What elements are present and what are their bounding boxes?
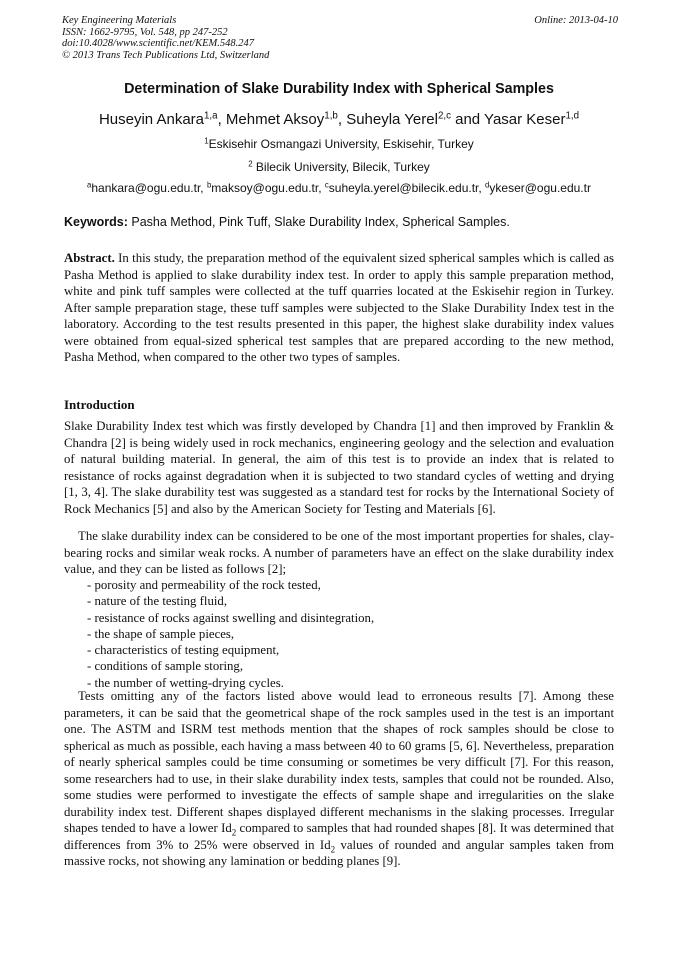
paper-title: Determination of Slake Durability Index with Spherical Samples	[124, 81, 554, 97]
email-marker: c	[324, 180, 329, 190]
list-item: - resistance of rocks against swelling and disintegration,	[87, 610, 375, 625]
keywords-label: Keywords:	[64, 215, 128, 229]
affiliation-text: Bilecik University, Bilecik, Turkey	[252, 160, 430, 174]
subscript: 2	[231, 827, 237, 838]
author-name: Huseyin Ankara	[98, 111, 204, 128]
parameter-list	[87, 577, 374, 691]
author-emails	[0, 181, 678, 195]
author-name: Mehmet Aksoy	[225, 111, 325, 128]
paragraph-text: compared to samples that had rounded shapes [8]. It was determined that differences from 3% to 25% were observed in Id	[64, 821, 614, 852]
affiliation-2	[0, 160, 678, 174]
paragraph-text: Tests omitting any of the factors listed above would lead to erroneous results [7]. Among these parameters, it can be said that the geometrical shape of the rock samples used in the test is an important one. The ASTM and ISRM test methods mention that the shapes of rock samples should be close to spherical as much as possible, each having a mass between 40 to 60 grams [5, 6]. Nevertheless, preparation of nearly spherical samples could be time consuming or sometimes be very difficult [7]. For this reason, some researchers had to use, in their slake durability index tests, samples that could not be rounded. Also, some studies were performed to investigate the effects of sample shape and irregularities on the slake durability index test. Different shapes displayed different mechanisms in the slaking processes. Irregular shapes tended to have a lower Id	[64, 689, 614, 835]
introduction-paragraph-1: Slake Durability Index test which was firstly developed by Chandra [1] and then improved by Franklin & Chandra [2] is being widely used in rock mechanics, engineering geology and the selection and evaluation of natural building material. In general, the aim of this test is to provide an index that is related to resistance of rocks against degradation when it is subjected to two standard cycles of wetting and drying [1, 3, 4]. The slake durability test was suggested as a standard test for rocks by the International Society of Rock Mechanics [5] and also by the American Society for Testing and Materials [6].	[64, 419, 614, 516]
list-item: - the number of wetting-drying cycles.	[87, 675, 284, 690]
email-marker: a	[87, 180, 92, 190]
email-link[interactable]: hankara@ogu.edu.tr,	[91, 181, 207, 195]
author-separator: ,	[337, 111, 347, 128]
copyright-line: © 2013 Trans Tech Publications Ltd, Switzerland	[62, 49, 270, 61]
issn-line: ISSN: 1662-9795, Vol. 548, pp 247-252	[62, 26, 228, 38]
paragraph-text: values of rounded and angular samples taken from massive rocks, not showing any lamination or bedding planes [9].	[64, 837, 614, 868]
keywords-line	[64, 215, 510, 229]
affiliation-text: Eskisehir Osmangazi University, Eskisehir, Turkey	[208, 137, 474, 151]
author-affiliation-marker: 2,c	[437, 110, 451, 122]
affiliation-1	[0, 137, 678, 151]
publication-metadata	[62, 15, 618, 61]
journal-name: Key Engineering Materials	[62, 15, 177, 26]
author-affiliation-marker: 1,d	[565, 110, 580, 122]
affiliation-marker: 1	[204, 136, 209, 146]
author-affiliation-marker: 1,a	[204, 110, 218, 122]
online-date: Online: 2013-04-10	[534, 15, 618, 26]
author-name: Yasar Keser	[484, 111, 566, 128]
abstract-label: Abstract.	[64, 251, 115, 265]
list-item: - porosity and permeability of the rock tested,	[87, 578, 321, 592]
author-name: Suheyla Yerel	[346, 111, 438, 128]
author-affiliation-marker: 1,b	[324, 110, 338, 122]
email-link[interactable]: ykeser@ogu.edu.tr	[489, 181, 591, 195]
abstract-text: In this study, the preparation method of the equivalent sized spherical samples which is called as Pasha Method is applied to slake durability index test. In order to apply this sample preparation method, white and pink tuff samples were collected at the tuff quarries located at the Eskisehir region in Turkey. After sample preparation stage, these tuff samples were subjected to the Slake Durability Index test in the laboratory. According to the test results presented in this paper, the highest slake durability index values were obtained from equal-sized spherical test samples that are prepared according to the new method, Pasha Method, when compared to the other two types of samples.	[64, 251, 614, 364]
list-item: - characteristics of testing equipment,	[87, 643, 280, 658]
keywords-text: Pasha Method, Pink Tuff, Slake Durability Index, Spherical Samples.	[127, 215, 510, 229]
introduction-heading: Introduction	[64, 397, 135, 412]
author-separator: ,	[217, 111, 226, 128]
affiliation-marker: 2	[248, 159, 253, 169]
email-link[interactable]: suheyla.yerel@bilecik.edu.tr,	[328, 181, 486, 195]
email-link[interactable]: maksoy@ogu.edu.tr,	[211, 181, 325, 195]
abstract-paragraph	[64, 250, 614, 366]
doi-link[interactable]: doi:10.4028/www.scientific.net/KEM.548.247	[62, 38, 254, 49]
email-marker: d	[485, 180, 490, 190]
email-marker: b	[206, 180, 212, 190]
introduction-paragraph-3	[64, 688, 614, 870]
author-list	[0, 111, 678, 128]
list-item: - nature of the testing fluid,	[87, 594, 228, 609]
author-separator: and	[450, 111, 485, 128]
list-item: - the shape of sample pieces,	[87, 626, 235, 641]
subscript: 2	[330, 844, 336, 855]
introduction-paragraph-2: The slake durability index can be considered to be one of the most important properties for shales, clay-bearing rocks and similar weak rocks. A number of parameters have an effect on the slake durability index value, and they can be listed as follows [2];	[64, 529, 614, 576]
list-item: - conditions of sample storing,	[87, 659, 244, 674]
